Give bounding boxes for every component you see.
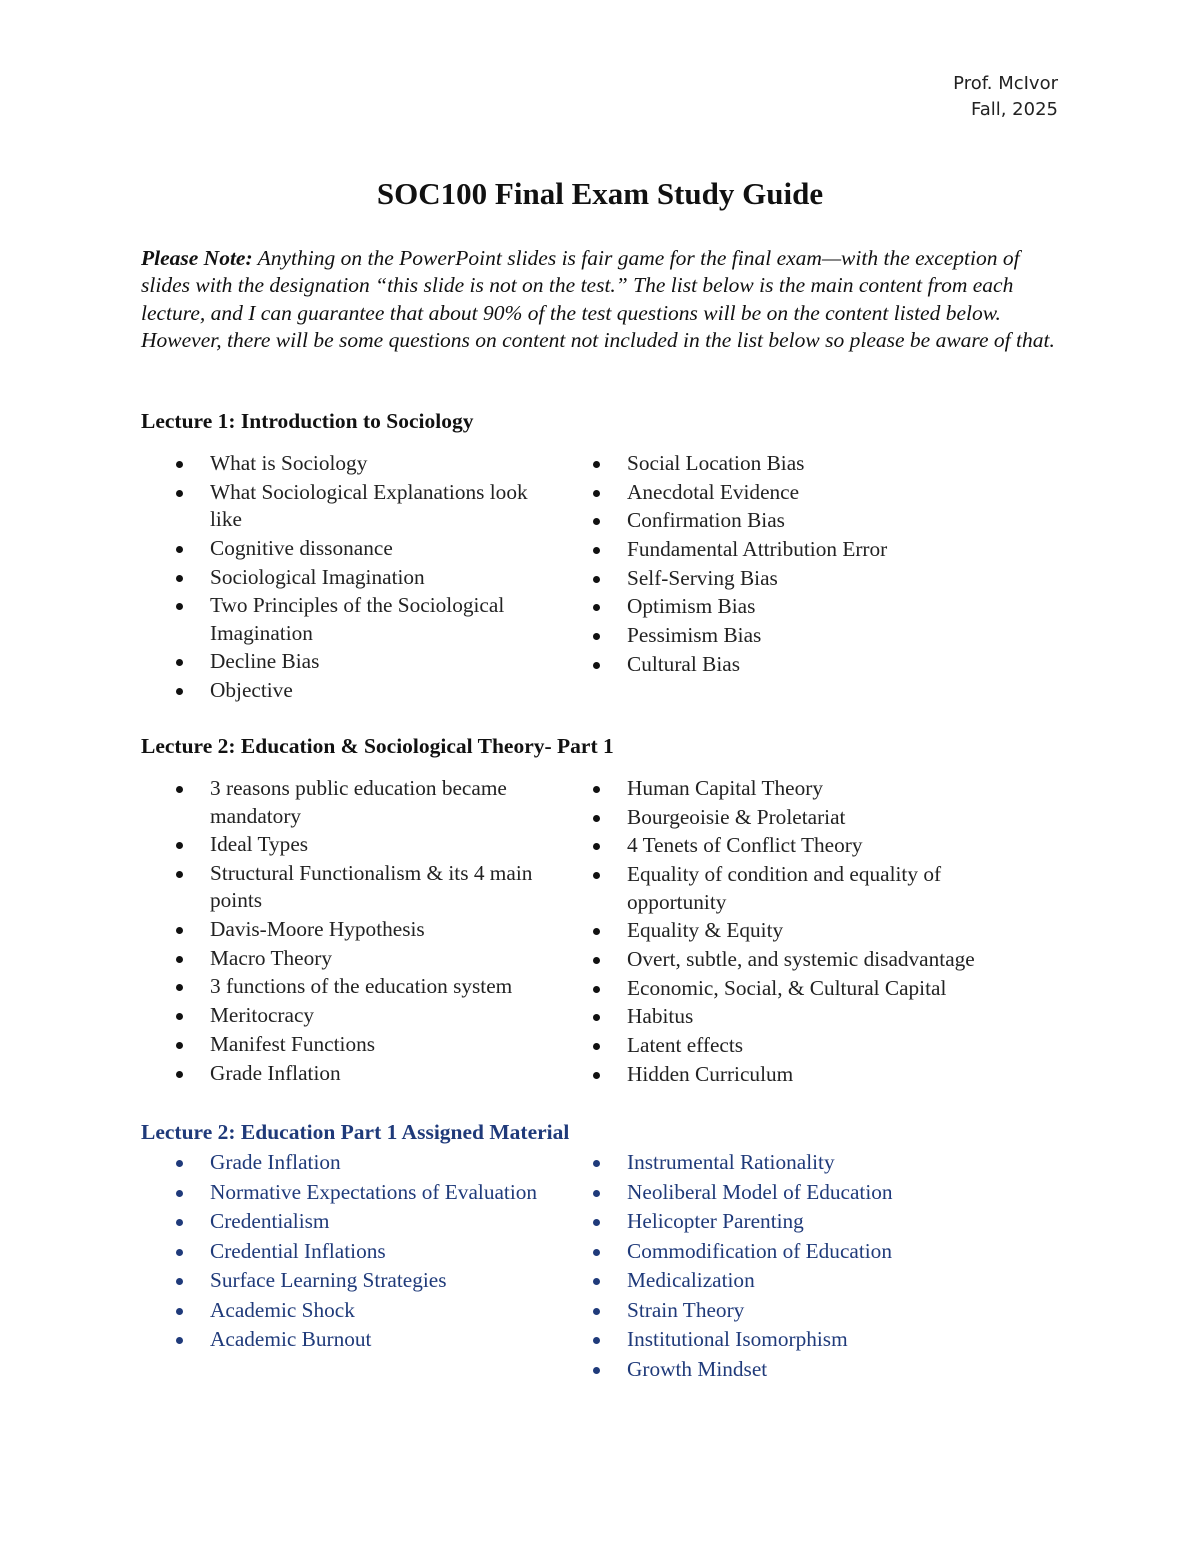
bullet-icon: [593, 1043, 600, 1050]
lecture-1-left-list: [174, 450, 554, 706]
list-item: Davis-Moore Hypothesis: [174, 916, 554, 944]
bullet-icon: [593, 872, 600, 879]
bullet-icon: [593, 604, 600, 611]
bullet-icon: [593, 1367, 600, 1374]
professor-name: Prof. McIvor: [953, 73, 1058, 94]
list-item: Academic Shock: [174, 1296, 554, 1326]
assigned-material-left-list: [174, 1148, 554, 1355]
list-item: Decline Bias: [174, 648, 554, 676]
bullet-icon: [176, 1013, 183, 1020]
list-item: Growth Mindset: [591, 1355, 1031, 1385]
bullet-icon: [593, 490, 600, 497]
list-item: 3 functions of the education system: [174, 973, 554, 1001]
list-item: Overt, subtle, and systemic disadvantage: [591, 946, 1031, 974]
list-item: Structural Functionalism & its 4 main points: [174, 860, 554, 915]
header-info: [953, 71, 1058, 123]
bullet-icon: [176, 786, 183, 793]
bullet-icon: [593, 1219, 600, 1226]
list-item: Confirmation Bias: [591, 507, 1031, 535]
list-item: Equality & Equity: [591, 917, 1031, 945]
bullet-icon: [176, 956, 183, 963]
lecture-2-right-list: [591, 775, 1031, 1089]
list-item: Anecdotal Evidence: [591, 479, 1031, 507]
bullet-icon: [176, 984, 183, 991]
list-item: Self-Serving Bias: [591, 565, 1031, 593]
list-item: Neoliberal Model of Education: [591, 1178, 1031, 1208]
bullet-icon: [593, 1278, 600, 1285]
list-item: Sociological Imagination: [174, 564, 554, 592]
list-item: Credential Inflations: [174, 1237, 554, 1267]
bullet-icon: [176, 1278, 183, 1285]
bullet-icon: [593, 633, 600, 640]
list-item: Habitus: [591, 1003, 1031, 1031]
bullet-icon: [593, 815, 600, 822]
list-item: Bourgeoisie & Proletariat: [591, 804, 1031, 832]
bullet-icon: [593, 461, 600, 468]
bullet-icon: [593, 843, 600, 850]
list-item: Grade Inflation: [174, 1148, 554, 1178]
list-item: Macro Theory: [174, 945, 554, 973]
bullet-icon: [593, 928, 600, 935]
bullet-icon: [176, 575, 183, 582]
list-item: Instrumental Rationality: [591, 1148, 1031, 1178]
section-heading-assigned-material: Lecture 2: Education Part 1 Assigned Material: [141, 1120, 570, 1144]
list-item: Grade Inflation: [174, 1060, 554, 1088]
term: Fall, 2025: [971, 99, 1058, 120]
list-item: Social Location Bias: [591, 450, 1031, 478]
list-item: Objective: [174, 677, 554, 705]
bullet-icon: [176, 1308, 183, 1315]
bullet-icon: [176, 688, 183, 695]
list-item: Hidden Curriculum: [591, 1061, 1031, 1089]
bullet-icon: [593, 662, 600, 669]
bullet-icon: [593, 1072, 600, 1079]
bullet-icon: [176, 603, 183, 610]
note-label: Please Note:: [141, 246, 253, 270]
list-item: Manifest Functions: [174, 1031, 554, 1059]
list-item: Latent effects: [591, 1032, 1031, 1060]
section-heading-lecture-2: Lecture 2: Education & Sociological Theory- Part 1: [141, 734, 614, 758]
list-item: Normative Expectations of Evaluation: [174, 1178, 554, 1208]
list-item: Cognitive dissonance: [174, 535, 554, 563]
bullet-icon: [176, 842, 183, 849]
bullet-icon: [176, 659, 183, 666]
list-item: Optimism Bias: [591, 593, 1031, 621]
list-item: What Sociological Explanations look like: [174, 479, 554, 534]
list-item: Commodification of Education: [591, 1237, 1031, 1267]
list-item: Academic Burnout: [174, 1325, 554, 1355]
bullet-icon: [593, 786, 600, 793]
bullet-icon: [593, 957, 600, 964]
list-item: Fundamental Attribution Error: [591, 536, 1031, 564]
note-text: Anything on the PowerPoint slides is fair game for the final exam—with the exception of slides with the designation “this slide is not on the test.” The list below is the main content from each lecture, and I can guarantee that about 90% of the test questions will be on the content listed below. However, there will be some questions on content not included in the list below so please be aware of that.: [141, 246, 1055, 353]
bullet-icon: [593, 986, 600, 993]
section-heading-lecture-1: Lecture 1: Introduction to Sociology: [141, 409, 474, 433]
list-item: Equality of condition and equality of opportunity: [591, 861, 1031, 916]
bullet-icon: [176, 1190, 183, 1197]
list-item: Institutional Isomorphism: [591, 1325, 1031, 1355]
lecture-1-right-list: [591, 450, 1031, 680]
list-item: Two Principles of the Sociological Imagination: [174, 592, 554, 647]
bullet-icon: [176, 1337, 183, 1344]
bullet-icon: [176, 1071, 183, 1078]
bullet-icon: [176, 1219, 183, 1226]
list-item: Economic, Social, & Cultural Capital: [591, 975, 1031, 1003]
bullet-icon: [176, 871, 183, 878]
assigned-material-right-list: [591, 1148, 1031, 1384]
list-item: 4 Tenets of Conflict Theory: [591, 832, 1031, 860]
bullet-icon: [593, 547, 600, 554]
please-note: [141, 245, 1066, 355]
bullet-icon: [593, 1337, 600, 1344]
list-item: Meritocracy: [174, 1002, 554, 1030]
bullet-icon: [176, 546, 183, 553]
bullet-icon: [176, 1249, 183, 1256]
list-item: 3 reasons public education became mandatory: [174, 775, 554, 830]
bullet-icon: [593, 1160, 600, 1167]
bullet-icon: [176, 1042, 183, 1049]
page-title: SOC100 Final Exam Study Guide: [376, 176, 824, 211]
list-item: Ideal Types: [174, 831, 554, 859]
list-item: What is Sociology: [174, 450, 554, 478]
list-item: Cultural Bias: [591, 651, 1031, 679]
bullet-icon: [593, 1308, 600, 1315]
bullet-icon: [176, 490, 183, 497]
bullet-icon: [176, 461, 183, 468]
bullet-icon: [593, 518, 600, 525]
bullet-icon: [176, 1160, 183, 1167]
bullet-icon: [176, 927, 183, 934]
bullet-icon: [593, 1249, 600, 1256]
bullet-icon: [593, 1014, 600, 1021]
bullet-icon: [593, 1190, 600, 1197]
list-item: Human Capital Theory: [591, 775, 1031, 803]
list-item: Pessimism Bias: [591, 622, 1031, 650]
bullet-icon: [593, 576, 600, 583]
list-item: Strain Theory: [591, 1296, 1031, 1326]
lecture-2-left-list: [174, 775, 554, 1088]
list-item: Helicopter Parenting: [591, 1207, 1031, 1237]
list-item: Surface Learning Strategies: [174, 1266, 554, 1296]
list-item: Credentialism: [174, 1207, 554, 1237]
list-item: Medicalization: [591, 1266, 1031, 1296]
